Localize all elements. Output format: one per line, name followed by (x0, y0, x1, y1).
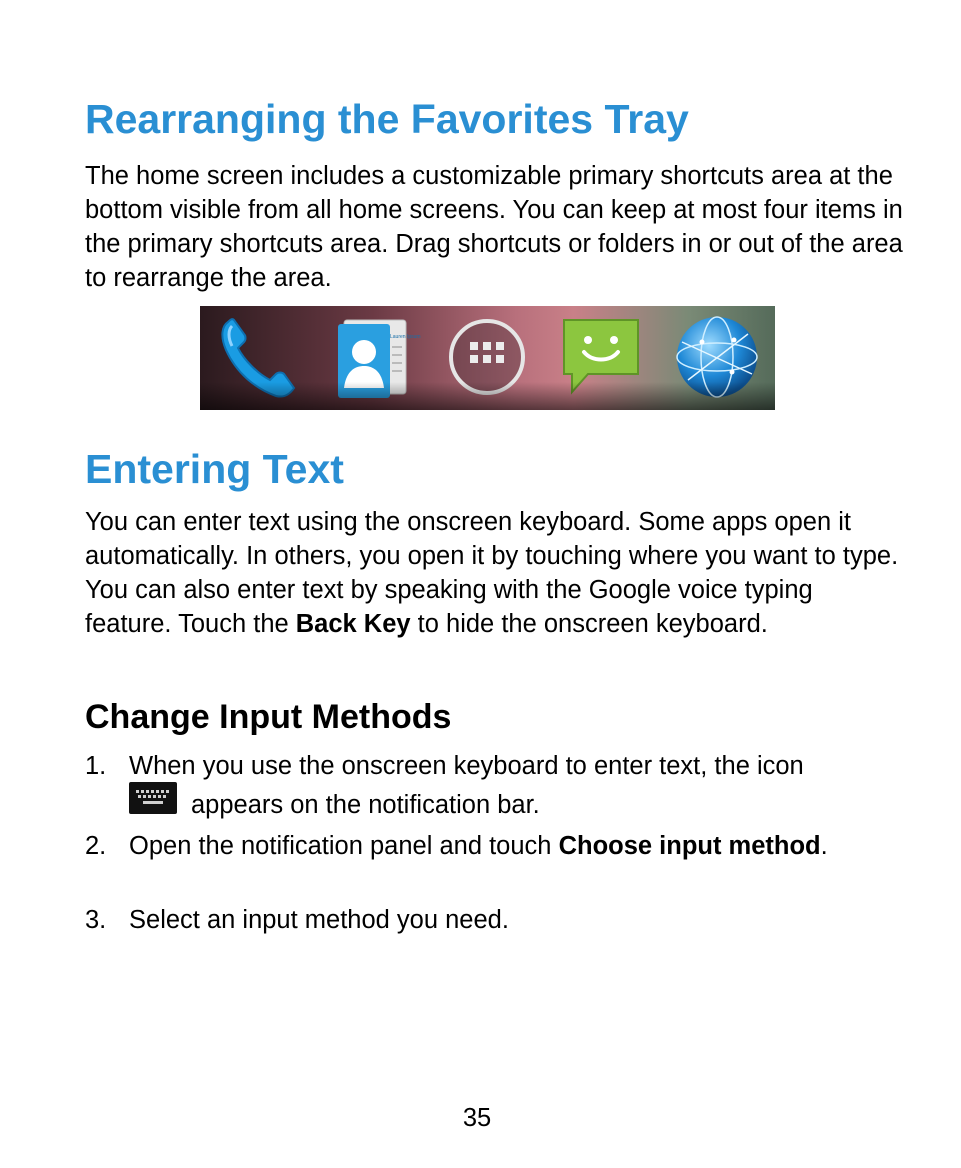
step-1-text-after: appears on the notification bar. (191, 791, 540, 819)
back-key-label: Back Key (295, 610, 411, 638)
page-number: 35 (462, 1104, 492, 1132)
keyboard-icon-glyph (129, 782, 177, 814)
subsection-title-change-input-methods: Change Input Methods (85, 698, 452, 736)
contacts-card-text: Lauren Ipsum (390, 334, 421, 340)
favorites-tray-paragraph: The home screen includes a customizable primary shortcuts area at the bottom visible from all home screens. You can keep at most four items in the primary shortcuts area. Drag shortcuts or folders in or out of the area to rearrange the area. (85, 162, 903, 292)
step-number: 3. (85, 906, 107, 934)
entering-text-paragraph (85, 505, 905, 641)
step-2-text (129, 829, 899, 863)
step-3-text: Select an input method you need. (129, 906, 509, 934)
contacts-icon (330, 312, 421, 402)
phone-icon (214, 312, 300, 402)
favorites-tray-image (200, 306, 775, 410)
messaging-icon (558, 312, 644, 402)
step-number: 1. (85, 752, 107, 780)
entering-text-body-end: to hide the onscreen keyboard. (410, 610, 768, 638)
step-2-text-before: Open the notification panel and touch (129, 832, 559, 860)
section-title-entering-text: Entering Text (85, 446, 344, 492)
step-1-text: When you use the onscreen keyboard to enter text, the icon (129, 752, 804, 780)
keyboard-icon (129, 782, 177, 814)
entering-text-body-start: You can enter text using the onscreen keyboard. Some apps open it automatically. In others, you open it by touching where you want to type. You can also enter text by speaking with the Google voice typing feature. Touch the (85, 508, 899, 638)
step-2-text-after: . (820, 832, 828, 860)
step-number: 2. (85, 832, 107, 860)
browser-icon (672, 312, 762, 402)
section-title-favorites-tray: Rearranging the Favorites Tray (85, 96, 689, 142)
app-drawer-icon (444, 312, 530, 402)
choose-input-method-label: Choose input method (558, 832, 821, 860)
